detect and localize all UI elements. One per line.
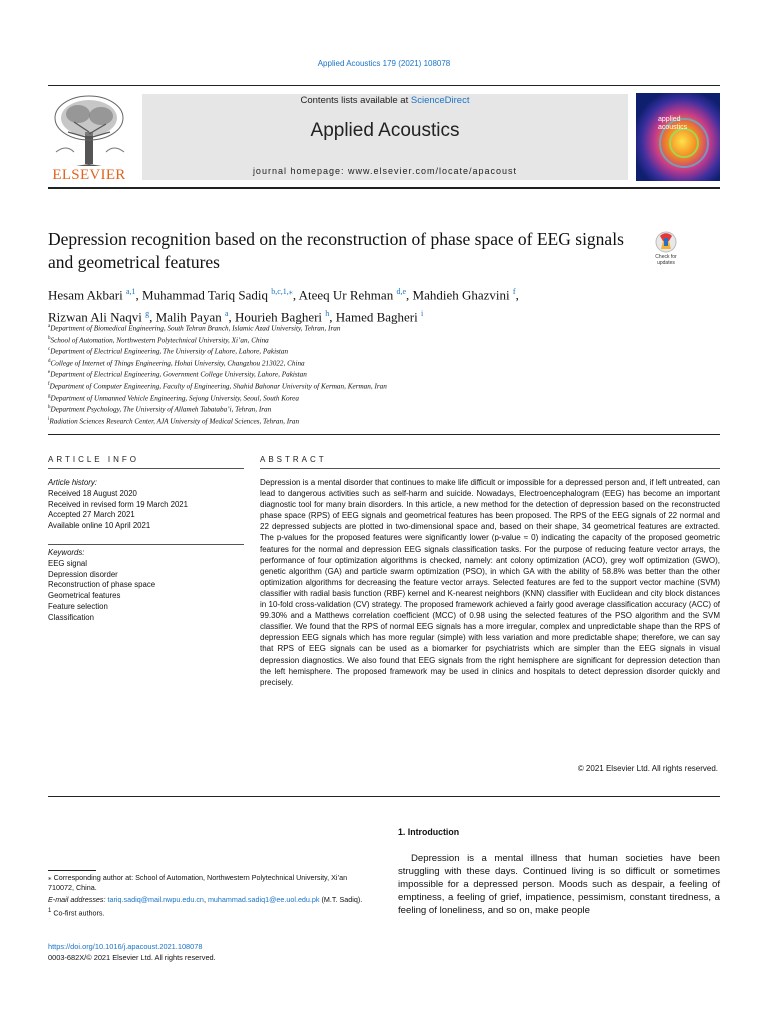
history-item: Accepted 27 March 2021 (48, 510, 135, 520)
history-label: Article history: (48, 478, 97, 487)
history-item: Available online 10 April 2021 (48, 521, 151, 531)
author-sep: , (135, 287, 143, 303)
affiliation-key: c (48, 347, 51, 353)
contents-prefix: Contents lists available at (300, 95, 411, 106)
keywords-label: Keywords: (48, 548, 85, 557)
affiliation (48, 403, 688, 415)
affiliation-key: d (48, 358, 51, 364)
affiliation-key: a (48, 324, 51, 329)
affiliation (48, 322, 688, 334)
affiliation (48, 357, 688, 369)
author-sep: , (149, 309, 156, 325)
elsevier-wordmark: ELSEVIER (52, 167, 126, 183)
author-name[interactable]: Mahdieh Ghazvini (412, 287, 510, 303)
author-sep: , (292, 287, 299, 303)
author-affil-sup[interactable]: f (512, 287, 516, 296)
affiliation-text: Department Psychology, The University of Allameh Tabataba’i, Tehran, Iran (50, 405, 272, 414)
footnote-rule (48, 870, 96, 871)
affiliation-key: g (48, 393, 51, 399)
author-name[interactable]: Hamed Bagheri (335, 309, 418, 325)
author-name[interactable]: Malih Payan (155, 309, 222, 325)
keywords-rule (48, 544, 244, 545)
affiliation (48, 368, 688, 380)
affiliation (48, 380, 688, 392)
header-bottom-rule (48, 187, 720, 189)
cover-title-2: acoustics (658, 124, 688, 131)
affiliation-key: e (48, 370, 51, 376)
doi-link[interactable]: https://doi.org/10.1016/j.apacoust.2021.108078 (48, 942, 203, 951)
author-affil-sup[interactable]: i (421, 309, 424, 319)
history-item: Received in revised form 19 March 2021 (48, 499, 188, 509)
keyword: Feature selection (48, 601, 108, 611)
affiliation (48, 392, 688, 404)
affiliation-text: Department of Computer Engineering, Faculty of Engineering, Shahid Bahonar University of Kerman, Kerman, Iran (49, 382, 387, 391)
author-list (48, 282, 648, 327)
introduction-heading: 1. Introduction (398, 827, 460, 837)
author-name[interactable]: Ateeq Ur Rehman (298, 287, 394, 303)
abstract-text: Depression is a mental disorder that continues to make life difficult or impossible for a depressed person and, if left untreated, can lead to dangerous activities such as self-harm and suicide. Nowadays, Electroencephalogram (EEG) has become an important diagnostic tool for many brain disorders. In this article, a new method for the detection of depression based on the reconstructed phase space (RPS) of EEG signals and geometrical features has been proposed. The RPS of the EEG signals of 22 normal and 22 depressed subjects are plotted in two-dimensional space and, based on their shape, 34 geometrical features are extracted. The p-values for the proposed features were significantly lower (p-value ≈ 0) indicating the capacity of the proposed geometric features for the normal and depression EEG signals classification tasks. For the purpose of reducing feature vector arrays, the performance of four optimization algorithms is checked, namely: ant colony optimization (ACO), grey wolf optimization (GWO), genetic algorithm (GA) and particle swarm optimization (PSO), in which GA with the ability of 58.8% was better than the other optimization algorithms for decreasing the feature vector arrays. Selected features are fed to the support vector machine (SVM) classifier with radial basis function (RBF) kernel and K-nearest neighbors (KNN) classifier with Euclidean and city block distances in 10-fold cross-validation (CV) strategy. The proposed framework achieved a fairly good average classification accuracy (ACC) of 99.30% and a Matthews correlation coefficient (MCC) of 0.98 using the selected features of the PSO algorithm and the SVM classifier. We found that the RPS of normal EEG signals has a more irregular, complex and unpredictable shape than the RPS of depression EEG signals which has more regular (simple) with less variation and more predictable shape; therefore, we can say that RPS of EEG signals can be used as a biomarker for psychiatrists which are simpler than the EEG signals in visual depression diagnostics. We also found that EEG signals from the right hemisphere are significant for depression detection than the left hemisphere. The proposed framework may be used in clinics and hospitals to detect depression disorder quickly and precisely. (260, 478, 720, 687)
author-affil-sup[interactable]: g (145, 309, 150, 319)
abstract-heading: ABSTRACT (260, 455, 327, 464)
journal-cover-thumbnail (636, 93, 720, 181)
email-label: E-mail addresses: (48, 895, 106, 905)
article-info-heading: ARTICLE INFO (48, 455, 139, 464)
check-for-updates-badge[interactable] (647, 229, 685, 267)
email-suffix: (M.T. Sadiq). (319, 895, 363, 905)
author-sep: , (228, 309, 236, 325)
affiliation-key: b (48, 335, 51, 341)
author-affil-sup[interactable]: b,c,1,⁎ (271, 287, 293, 296)
author-name[interactable]: Hourieh Bagheri (235, 309, 323, 325)
cofirst-mark: 1 (48, 907, 52, 914)
author-sep: , (515, 287, 519, 303)
crossmark-label-2: updates (657, 260, 675, 266)
keyword: Depression disorder (48, 569, 118, 579)
email-note (48, 895, 374, 905)
corresponding-author-note: ⁎ Corresponding author at: School of Automation, Northwestern Polytechnical University, Xi’an 710072, China. (48, 873, 348, 893)
author-affil-sup[interactable]: a (224, 309, 229, 319)
affiliation-text: School of Automation, Northwestern Polytechnical University, Xi’an, China (50, 335, 269, 344)
affiliation-text: Department of Electrical Engineering, Government College University, Lahore, Pakistan (50, 370, 307, 379)
author-name[interactable]: Rizwan Ali Naqvi (48, 309, 142, 325)
author-sep: , (406, 287, 413, 303)
keyword: Reconstruction of phase space (48, 580, 156, 590)
affiliation-text: College of Internet of Things Engineering, Hohai University, Changzhou 213022, China (50, 359, 305, 368)
issn-copyright: 0003-682X/© 2021 Elsevier Ltd. All rights reserved. (48, 953, 216, 962)
header-top-rule (48, 85, 720, 86)
abstract-rule (260, 468, 720, 469)
journal-homepage[interactable]: journal homepage: www.elsevier.com/locate/apacoust (252, 166, 518, 176)
keyword: Classification (48, 612, 94, 622)
introduction-text: Depression is a mental illness that human societies have been struggling with these days. Continued living is so difficult or sometimes impossible for a depressed person. Moods such as despair, a feeling of emptiness, a feeling of grief, impatience, pessimism, constant tiredness, a feeling of loneliness, and so on, make people (398, 853, 720, 916)
crossmark-label-1: Check for (655, 254, 677, 260)
journal-citation[interactable]: Applied Acoustics 179 (2021) 108078 (317, 59, 451, 68)
cover-title-1: applied (658, 116, 681, 123)
affiliation-text: Department of Electrical Engineering, The University of Lahore, Lahore, Pakistan (50, 347, 289, 356)
keyword: Geometrical features (48, 591, 121, 601)
author-affil-sup[interactable]: h (325, 309, 330, 319)
contents-line (142, 95, 628, 106)
author-name[interactable]: Hesam Akbari (48, 287, 123, 303)
footnotes (48, 873, 374, 918)
author-sep: , (329, 309, 336, 325)
affiliation-list (48, 322, 688, 426)
journal-name: Applied Acoustics (310, 120, 460, 141)
article-history (48, 478, 244, 532)
author-affil-sup[interactable]: d,e (396, 287, 407, 296)
affiliation-key: f (48, 381, 50, 387)
elsevier-logo (46, 92, 132, 186)
author-name[interactable]: Muhammad Tariq Sadiq (142, 287, 268, 303)
section-rule (48, 434, 720, 435)
affiliation (48, 345, 688, 357)
affiliation (48, 334, 688, 346)
affiliation (48, 415, 688, 427)
affiliation-text: Department of Unmanned Vehicle Engineering, Sejong University, Seoul, South Korea (50, 393, 299, 402)
article-title: Depression recognition based on the reconstruction of phase space of EEG signals and geometrical features (48, 229, 624, 272)
affiliation-text: Radiation Sciences Research Center, AJA University of Medical Sciences, Tehran, Iran (49, 417, 300, 426)
sciencedirect-link[interactable]: ScienceDirect (410, 95, 470, 106)
body-rule (48, 796, 720, 797)
email-sep: , (203, 895, 208, 905)
email-link-2[interactable]: muhammad.sadiq1@ee.uol.edu.pk (207, 895, 320, 905)
abstract-copyright: © 2021 Elsevier Ltd. All rights reserved. (577, 764, 718, 773)
affiliation-text: Department of Biomedical Engineering, South Tehran Branch, Islamic Azad University, Tehran, Iran (50, 324, 341, 333)
keywords (48, 548, 244, 624)
article-info-rule (48, 468, 244, 469)
affiliation-key: i (48, 416, 50, 422)
cofirst-text: Co-first authors. (53, 908, 105, 917)
affiliation-key: h (48, 405, 51, 411)
cofirst-note (48, 906, 374, 919)
elsevier-tree-icon (46, 92, 132, 168)
history-item: Received 18 August 2020 (48, 488, 137, 498)
keyword: EEG signal (48, 558, 88, 568)
email-link-1[interactable]: tariq.sadiq@mail.nwpu.edu.cn (107, 895, 204, 905)
author-affil-sup[interactable]: a,1 (125, 287, 136, 296)
